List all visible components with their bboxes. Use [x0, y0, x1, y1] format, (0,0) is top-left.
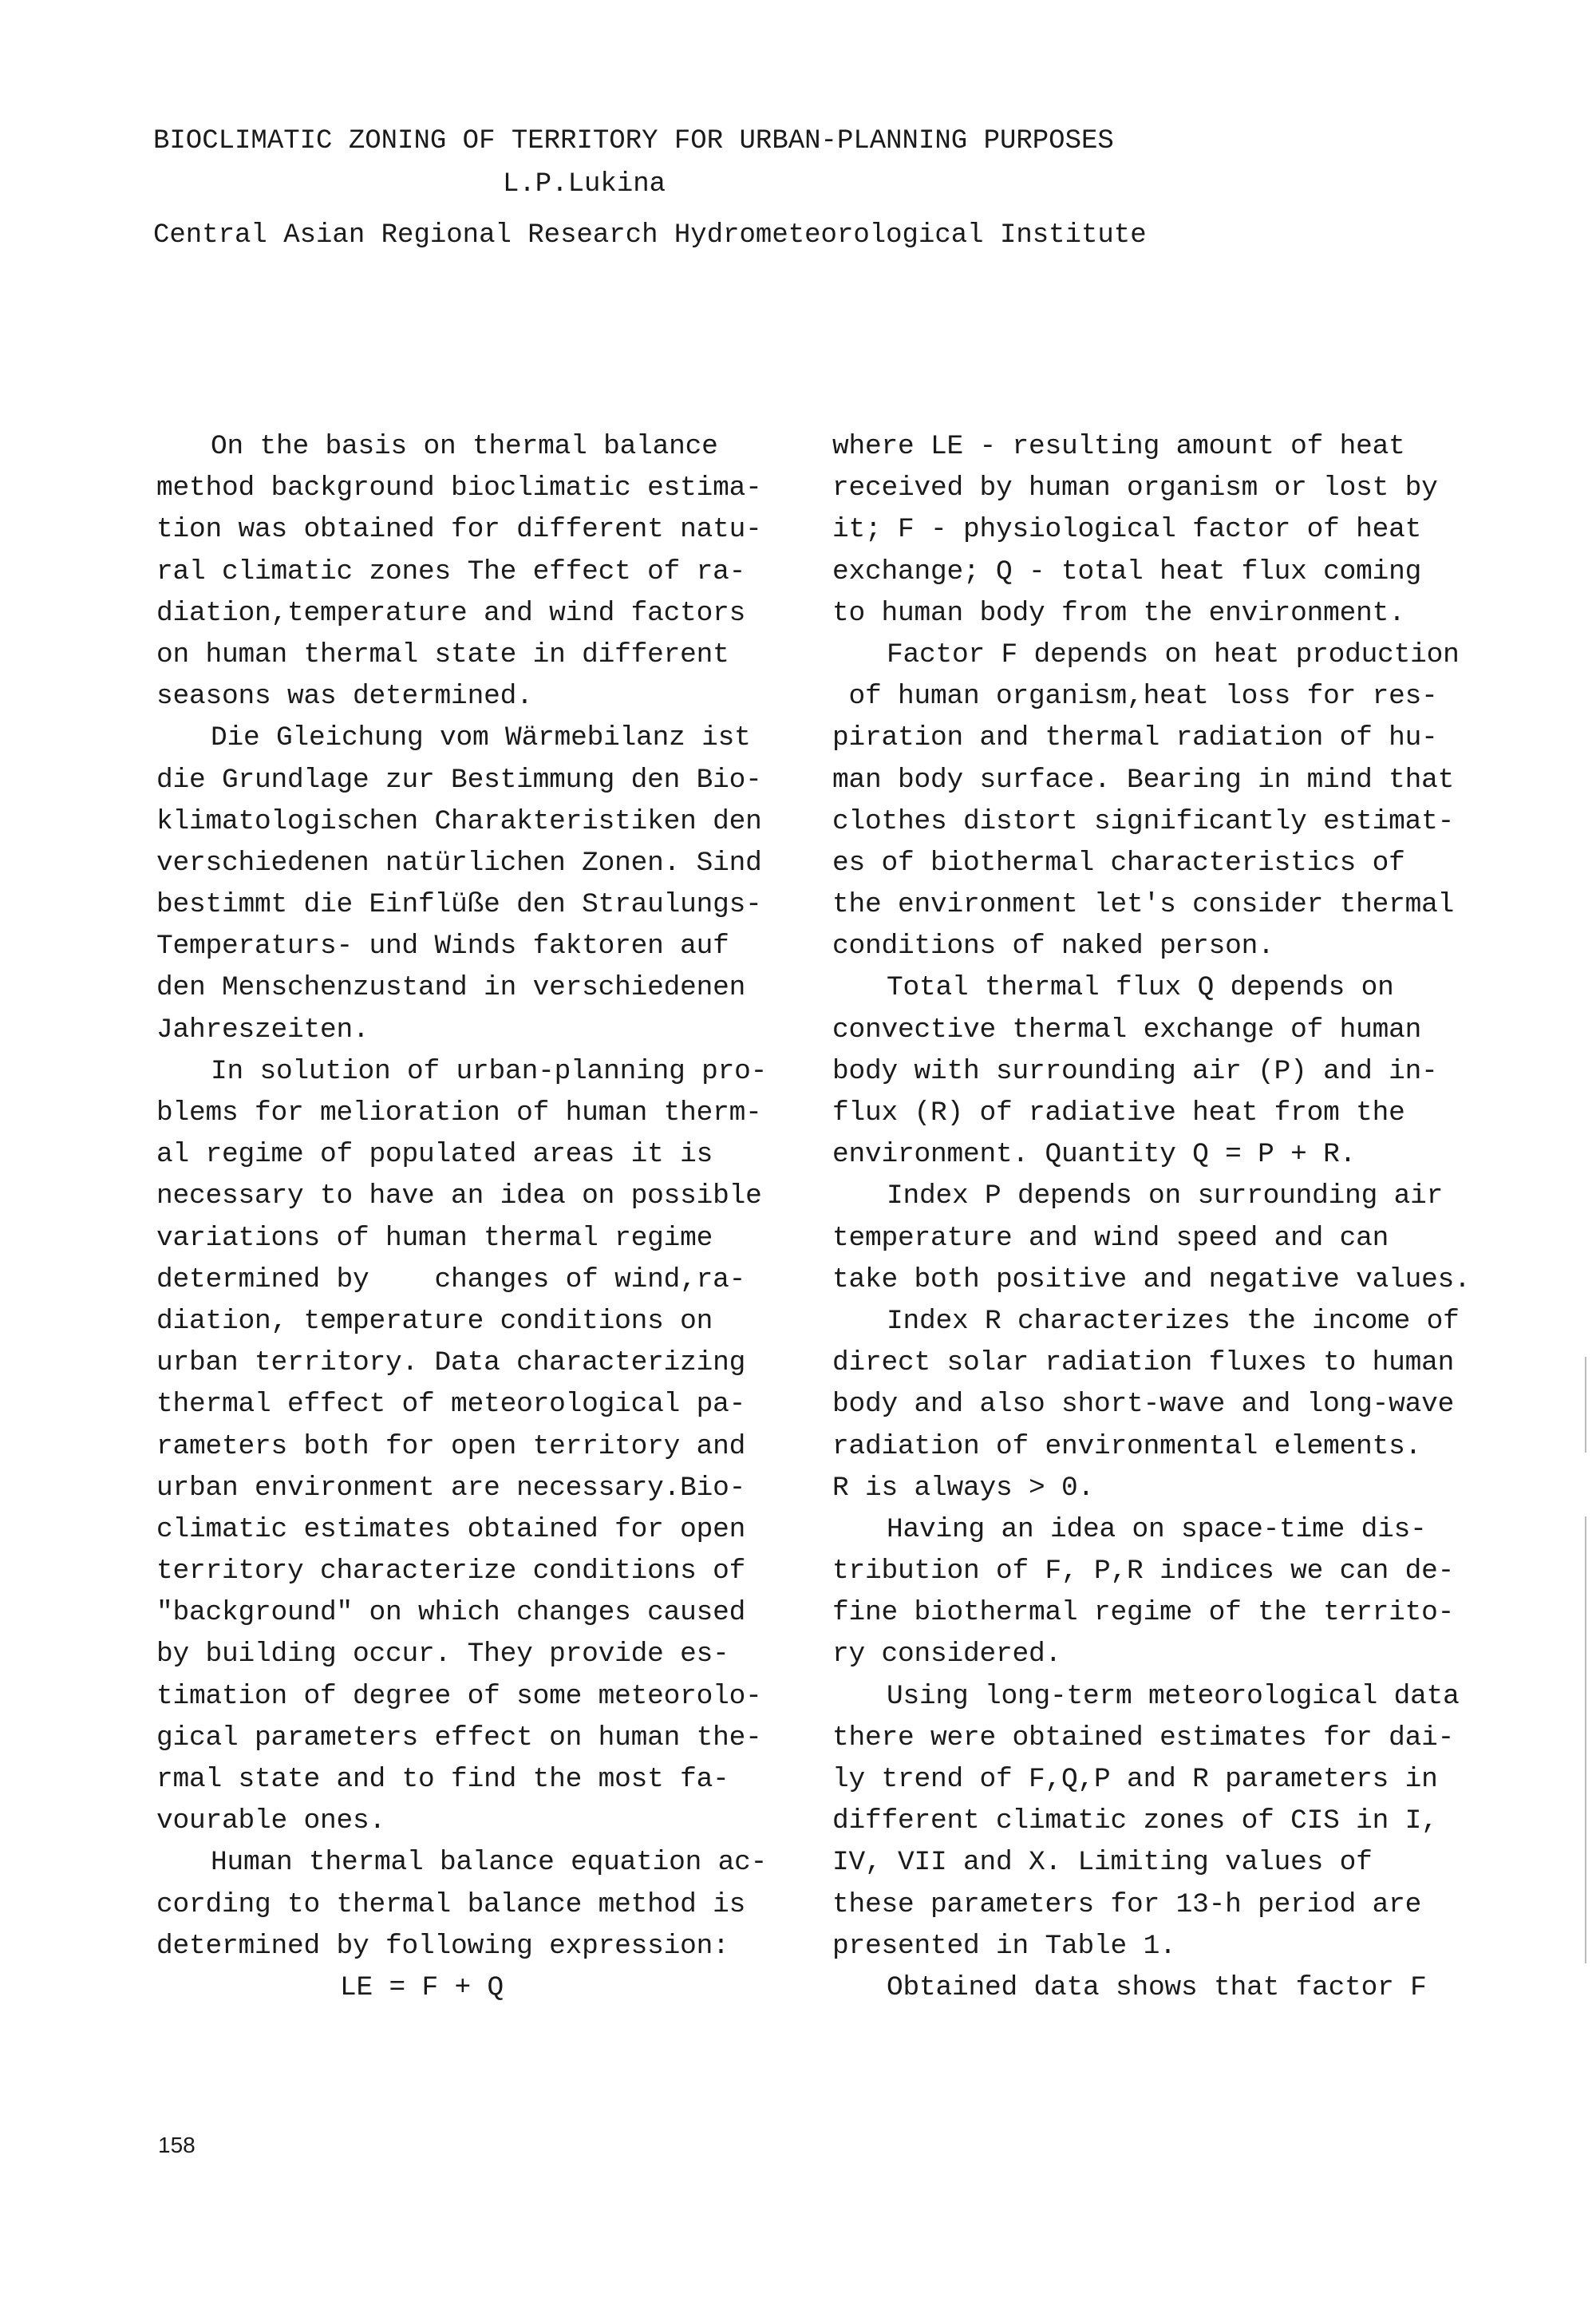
text-line: presented in Table 1. — [832, 1930, 1176, 1962]
text-line: diation,temperature and wind factors — [156, 597, 746, 629]
text-line: Human thermal balance equation ac- — [211, 1847, 768, 1879]
text-line: vourable ones. — [156, 1805, 386, 1837]
text-line: R is always > 0. — [832, 1472, 1095, 1504]
text-line: Index P depends on surrounding air — [887, 1180, 1444, 1212]
text-line: Obtained data shows that factor F — [887, 1971, 1427, 2003]
text-line: Using long-term meteorological data — [887, 1680, 1460, 1712]
page-number: 158 — [158, 2133, 196, 2157]
author-affiliation: Central Asian Regional Research Hydrometeorological Institute — [153, 220, 1147, 251]
left-text-column — [156, 426, 843, 2009]
text-line: the environment let's consider thermal — [832, 889, 1455, 921]
text-line: exchange; Q - total heat flux coming — [832, 555, 1422, 587]
text-line: where LE - resulting amount of heat — [832, 431, 1405, 462]
text-line: body and also short-wave and long-wave — [832, 1389, 1455, 1421]
text-line: take both positive and negative values. — [832, 1263, 1471, 1295]
text-line: territory characterize conditions of — [156, 1556, 746, 1587]
paper-title: BIOCLIMATIC ZONING OF TERRITORY FOR URBAN-PLANNING PURPOSES — [153, 126, 1114, 156]
text-line: "background" on which changes caused — [156, 1597, 746, 1629]
text-line: seasons was determined. — [156, 681, 533, 713]
text-line: on human thermal state in different — [156, 639, 729, 670]
author-name: L.P.Lukina — [503, 169, 666, 200]
text-line: determined by changes of wind,ra- — [156, 1263, 746, 1295]
equation: LE = F + Q — [340, 1971, 504, 2003]
text-line: radiation of environmental elements. — [832, 1430, 1422, 1462]
text-line: ly trend of F,Q,P and R parameters in — [832, 1764, 1438, 1795]
text-line: rameters both for open territory and — [156, 1430, 746, 1462]
text-line: gical parameters effect on human the- — [156, 1722, 762, 1753]
text-line: es of biothermal characteristics of — [832, 847, 1405, 879]
text-line: to human body from the environment. — [832, 597, 1405, 629]
text-line: man body surface. Bearing in mind that — [832, 764, 1455, 796]
text-line: IV, VII and X. Limiting values of — [832, 1847, 1373, 1879]
text-line: determined by following expression: — [156, 1930, 729, 1962]
text-line: verschiedenen natürlichen Zonen. Sind — [156, 847, 762, 879]
text-line: al regime of populated areas it is — [156, 1139, 713, 1171]
text-line: conditions of naked person. — [832, 931, 1274, 963]
text-line: Jahreszeiten. — [156, 1014, 369, 1046]
text-line: temperature and wind speed and can — [832, 1222, 1389, 1254]
text-line: ral climatic zones The effect of ra- — [156, 555, 746, 587]
scan-margin-line — [1585, 1516, 1586, 1963]
text-line: of human organism,heat loss for res- — [832, 681, 1438, 713]
text-line: different climatic zones of CIS in I, — [832, 1805, 1438, 1837]
text-line: variations of human thermal regime — [156, 1222, 713, 1254]
text-line: urban environment are necessary.Bio- — [156, 1472, 746, 1504]
text-line: piration and thermal radiation of hu- — [832, 722, 1438, 754]
text-line: die Grundlage zur Bestimmung den Bio- — [156, 764, 762, 796]
text-line: ry considered. — [832, 1639, 1062, 1670]
text-line: rmal state and to find the most fa- — [156, 1764, 729, 1795]
text-line: Die Gleichung vom Wärmebilanz ist — [211, 722, 751, 754]
text-line: den Menschenzustand in verschiedenen — [156, 972, 746, 1004]
text-line: fine biothermal regime of the territo- — [832, 1597, 1455, 1629]
text-line: convective thermal exchange of human — [832, 1014, 1422, 1046]
text-line: environment. Quantity Q = P + R. — [832, 1139, 1357, 1171]
text-line: klimatologischen Charakteristiken den — [156, 805, 762, 837]
text-line: timation of degree of some meteorolo- — [156, 1680, 762, 1712]
text-line: tion was obtained for different natu- — [156, 514, 762, 546]
text-line: blems for melioration of human therm- — [156, 1097, 762, 1129]
text-line: it; F - physiological factor of heat — [832, 514, 1422, 546]
text-line: tribution of F, P,R indices we can de- — [832, 1556, 1455, 1587]
right-text-column — [832, 426, 1519, 2009]
text-line: Temperaturs- und Winds faktoren auf — [156, 931, 729, 963]
text-line: Having an idea on space-time dis- — [887, 1513, 1427, 1545]
text-line: there were obtained estimates for dai- — [832, 1722, 1455, 1753]
text-line: necessary to have an idea on possible — [156, 1180, 762, 1212]
text-line: On the basis on thermal balance — [211, 431, 718, 462]
text-line: these parameters for 13-h period are — [832, 1888, 1422, 1920]
text-line: Factor F depends on heat production — [887, 639, 1460, 670]
text-line: cording to thermal balance method is — [156, 1888, 746, 1920]
text-line: clothes distort significantly estimat- — [832, 805, 1455, 837]
text-line: received by human organism or lost by — [832, 472, 1438, 504]
text-line: Index R characterizes the income of — [887, 1305, 1460, 1337]
text-line: urban territory. Data characterizing — [156, 1347, 746, 1379]
scan-margin-line — [1585, 1357, 1586, 1453]
text-line: by building occur. They provide es- — [156, 1639, 729, 1670]
text-line: diation, temperature conditions on — [156, 1305, 713, 1337]
text-line: Total thermal flux Q depends on — [887, 972, 1394, 1004]
text-line: bestimmt die Einflüße den Straulungs- — [156, 889, 762, 921]
text-line: body with surrounding air (P) and in- — [832, 1055, 1438, 1087]
text-line: In solution of urban-planning pro- — [211, 1055, 768, 1087]
text-line: direct solar radiation fluxes to human — [832, 1347, 1455, 1379]
text-line: method background bioclimatic estima- — [156, 472, 762, 504]
text-line: climatic estimates obtained for open — [156, 1513, 746, 1545]
text-line: flux (R) of radiative heat from the — [832, 1097, 1405, 1129]
text-line: thermal effect of meteorological pa- — [156, 1389, 746, 1421]
